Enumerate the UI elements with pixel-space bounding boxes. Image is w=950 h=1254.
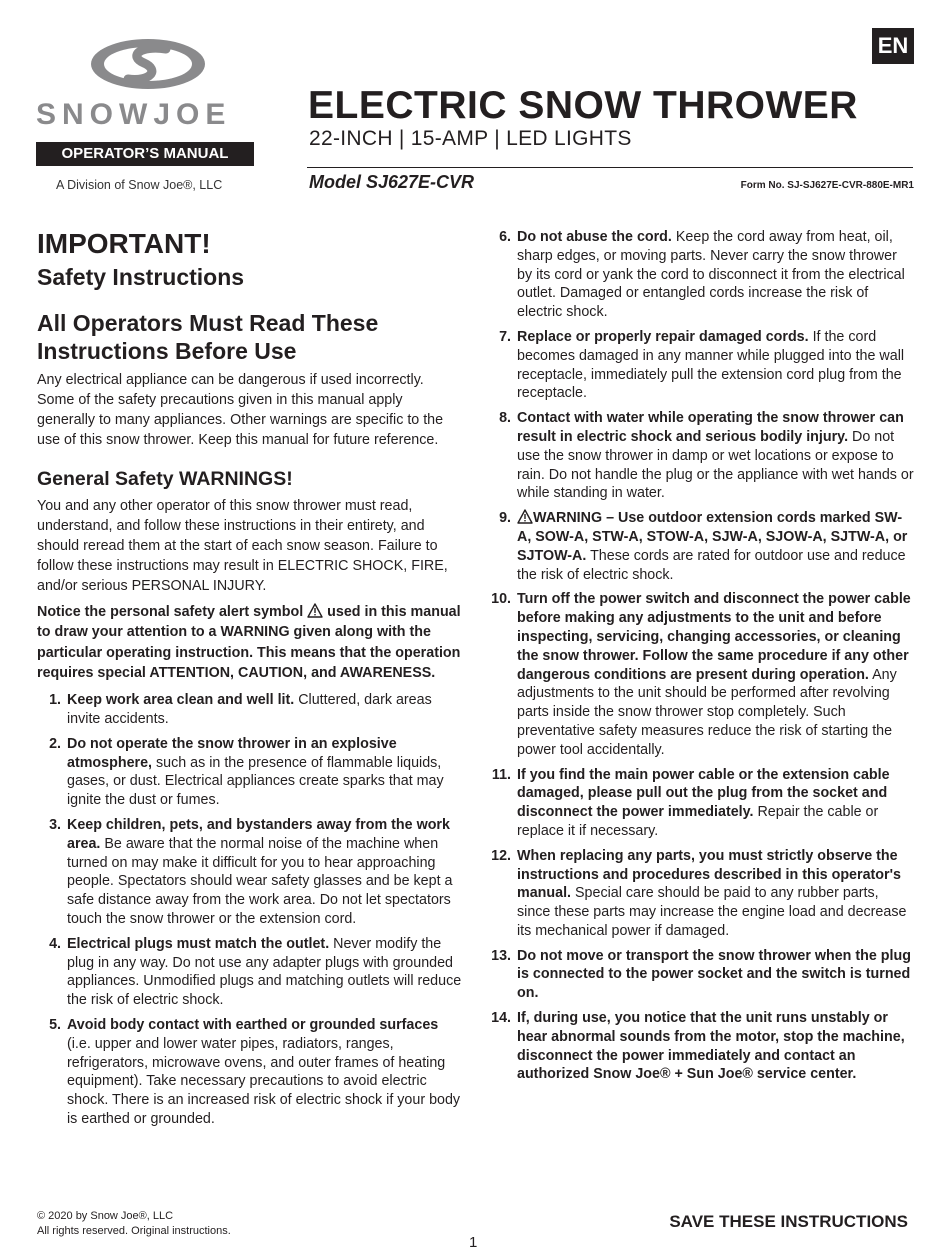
snowjoe-logo [36,36,272,132]
safety-instructions-heading: Safety Instructions [37,264,245,290]
item-number: 4. [49,935,61,952]
item-text: Any adjustments to the unit should be performed after revolving parts inside the snow thrower stop completely. Such preventative safety measures reduce the risk of starting the power tool accidentally. [517,666,897,758]
item-text: Cluttered, dark areas invite accidents. [67,692,432,727]
language-badge: EN [872,28,914,64]
general-warnings-heading: General Safety WARNINGS! [37,468,293,490]
item-number: 5. [49,1016,61,1033]
item-text: Be aware that the normal noise of the machine when turned on may make it difficult for you to hear approaching people. Spectators should wear safety glasses and be kept a safe distance away from the work area. Do not let spectators touch the snow thrower or the extension cord. [67,835,453,927]
list-item [37,1016,462,1129]
item-lead: If, during use, you notice that the unit runs unstably or hear abnormal sounds from the motor, stop the machine, disconnect the power immediately and contact an authorized Snow Joe® + Sun Joe® service center. [517,1010,905,1083]
item-lead: If you find the main power cable or the extension cable damaged, please pull out the plug from the socket and disconnect the power immediately. [517,766,890,821]
copyright-text: © 2020 by Snow Joe®, LLC [37,1210,174,1222]
warning-triangle-icon [307,603,323,618]
item-number: 9. [499,510,511,527]
item-text: Keep the cord away from heat, oil, sharp edges, or moving parts. Never carry the snow thrower by its cord or yank the cord to disconnect it from the electrical outlet. Damaged or entangled cords increase the risk of electric shock. [517,229,905,321]
list-item [486,228,914,322]
general-paragraph: You and any other operator of this snow thrower must read, understand, and follow these instructions in their entirety, and should reread them at the start of each snow season. Failure to follow these instructions may result in ELECTRIC SHOCK, FIRE, and/or serious PERSONAL INJURY. [37,498,448,594]
item-lead: Do not move or transport the snow thrower when the plug is connected to the power socket and the switch is turned on. [517,947,911,1002]
item-number: 14. [491,1010,511,1027]
item-text: Never modify the plug in any way. Do not use any adapter plugs with grounded appliances. Unmodified plugs and matching outlets will reduce the risk of electric shock. [67,935,462,1009]
list-item [486,409,914,503]
item-number: 8. [499,410,511,427]
item-text: such as in the presence of flammable liquids, gases, or dust. Electrical appliances create sparks that may ignite the dust or fumes. [67,754,444,809]
item-lead: Do not abuse the cord. [517,229,672,245]
list-item [486,328,914,403]
item-number: 11. [491,766,511,783]
list-item [486,1009,914,1084]
item-lead: Turn off the power switch and disconnect the power cable before making any adjustments to the unit and before inspecting, servicing, changing accessories, or cleaning the snow thrower. Follow the same procedure if any other dangerous conditions are present during operation. [517,591,911,683]
warning-triangle-icon [517,509,533,524]
all-operators-heading: All Operators Must Read These Instructions Before Use [37,310,379,364]
item-number: 13. [491,947,511,964]
list-item [37,935,462,1010]
list-item [486,766,914,841]
page-number: 1 [469,1234,478,1251]
snowjoe-logo-icon [88,36,208,92]
safety-list-left [37,691,462,1129]
item-text: Do not use the snow thrower in damp or wet locations or expose to rain. Do not handle the plug or the appliance with wet hands or while standing in water. [517,428,914,502]
save-instructions-label: SAVE THESE INSTRUCTIONS [669,1212,908,1231]
header-divider [307,167,913,168]
left-column [37,228,462,1135]
item-number: 12. [491,847,511,864]
item-text: (i.e. upper and lower water pipes, radiators, ranges, refrigerators, microwave ovens, and outer frames of heating equipment). Take necessary precautions to avoid electric shock. There is an increased risk of electric shock if your body is earthed or grounded. [67,1035,461,1127]
item-lead: Replace or properly repair damaged cords. [517,328,809,345]
item-lead: Contact with water while operating the snow thrower can result in electric shock and serious bodily injury. [517,410,904,445]
item-text: Special care should be paid to any rubber parts, since these parts may increase the engine load and decrease its mechanical power if damaged. [517,885,907,939]
intro-paragraph: Any electrical appliance can be dangerous if used incorrectly. Some of the safety precautions given in this manual apply generally to many appliances. Other warnings are specific to the use of this snow thrower. Keep this manual for future reference. [37,372,444,448]
item-lead: WARNING – Use outdoor extension cords marked SW-A, SOW-A, STW-A, STOW-A, SJW-A, SJOW-A, SJTW-A, or SJTOW-A. [517,510,908,564]
notice-text-b: used in this manual to draw your attention to a WARNING given along with the particular operating instruction. This means that the operation requires special ATTENTION, CAUTION, and AWARENESS. [37,604,461,681]
item-number: 1. [49,692,61,709]
list-item [37,691,462,729]
form-number: Form No. SJ-SJ627E-CVR-880E-MR1 [740,180,914,191]
logo-wordmark: SNOWJOE [36,98,232,131]
item-number: 6. [499,229,511,245]
list-item [37,735,462,810]
item-number: 7. [499,328,511,345]
list-item [486,847,914,941]
document-title: ELECTRIC SNOW THROWER [308,84,858,127]
item-lead: Keep children, pets, and bystanders away from the work area. [67,816,450,852]
item-text: Repair the cable or replace it if necessary. [517,804,879,839]
list-item [486,590,914,759]
item-lead: When replacing any parts, you must strictly observe the instructions and procedures described in this operator's manual. [517,847,901,902]
safety-alert-notice [37,602,462,683]
rights-text: All rights reserved. Original instructions. [37,1225,231,1237]
right-column [486,228,914,1090]
item-text: If the cord becomes damaged in any manner while plugged into the wall receptacle, immediately pull the extension cord plug from the receptacle. [517,328,905,402]
item-number: 2. [49,735,61,752]
item-text: These cords are rated for outdoor use and reduce the risk of electric shock. [517,547,906,583]
item-number: 10. [491,591,511,608]
item-lead: Avoid body contact with earthed or grounded surfaces [67,1016,439,1033]
operators-manual-label: OPERATOR’S MANUAL [36,142,254,166]
list-item [486,947,914,1003]
notice-text-a: Notice the personal safety alert symbol [37,604,304,620]
model-number: Model SJ627E-CVR [309,172,475,192]
document-subtitle: 22-INCH | 15-AMP | LED LIGHTS [309,127,632,150]
item-lead: Electrical plugs must match the outlet. [67,935,330,952]
list-item [37,816,462,929]
item-number: 3. [49,816,61,833]
item-lead: Keep work area clean and well lit. [67,692,295,709]
list-item [486,509,914,584]
item-lead: Do not operate the snow thrower in an explosive atmosphere, [67,735,397,771]
important-heading: IMPORTANT! [37,228,211,259]
division-text: A Division of Snow Joe®, LLC [56,178,223,192]
copyright-block [37,1209,231,1239]
